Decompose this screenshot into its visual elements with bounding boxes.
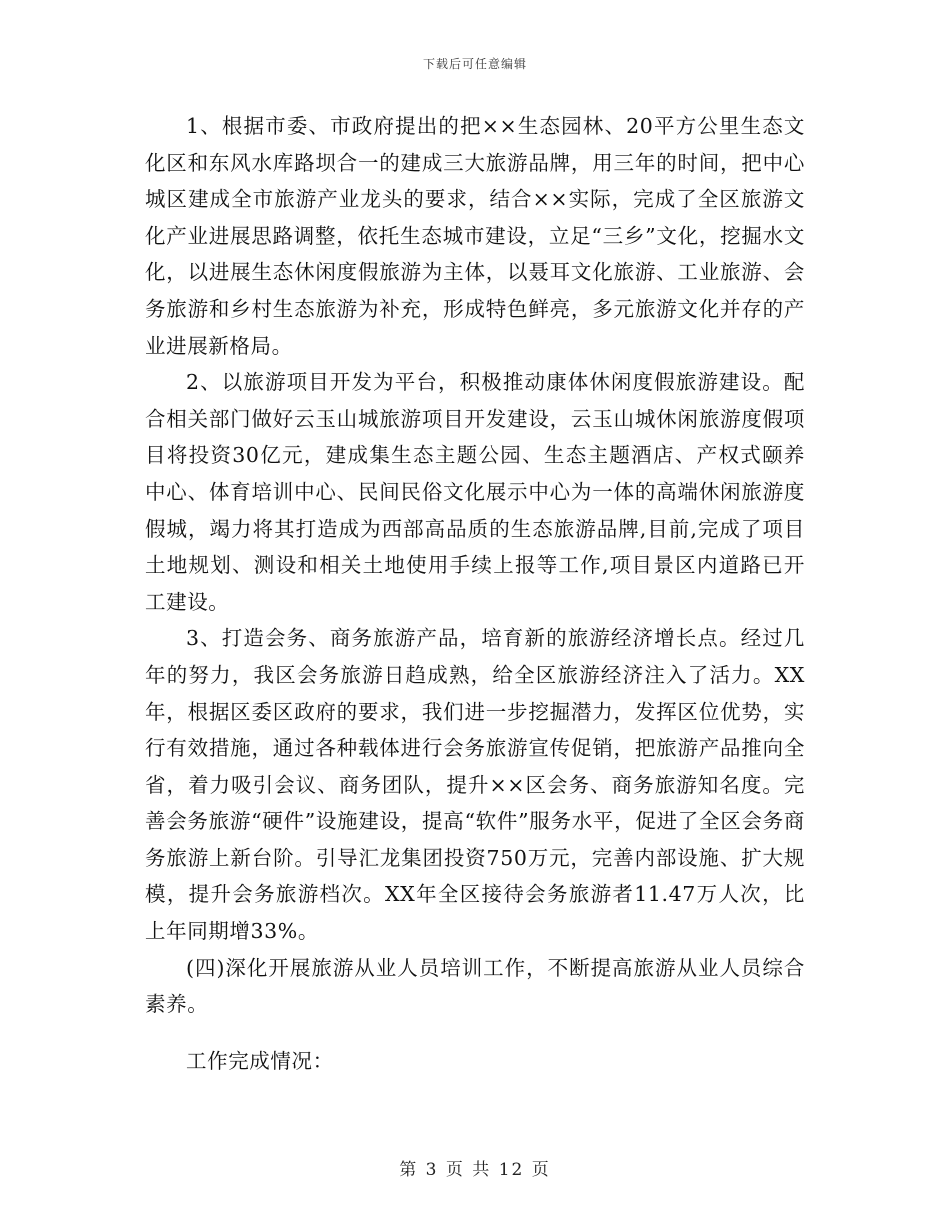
paragraph-item-1: 1、根据市委、市政府提出的把××生态园林、20平方公里生态文化区和东风水库路坝合一的建成三大旅游品牌，用三年的时间，把中心城区建成全市旅游产业龙头的要求，结合××实际，完成了全区旅游文化产业进展思路调整，依托生态城市建设，立足“三乡”文化，挖掘水文化，以进展生态休闲度假旅游为主体，以聂耳文化旅游、工业旅游、会务旅游和乡村生态旅游为补充，形成特色鲜亮，多元旅游文化并存的产业进展新格局。 <box>145 114 805 358</box>
page-number: 第 3 页 共 12 页 <box>399 1160 551 1180</box>
document-body <box>145 108 805 1079</box>
paragraph-item-3: 3、打造会务、商务旅游产品，培育新的旅游经济增长点。经过几年的努力，我区会务旅游日趋成熟，给全区旅游经济注入了活力。XX年，根据区委区政府的要求，我们进一步挖掘潜力，发挥区位优势，实行有效措施，通过各种载体进行会务旅游宣传促销，把旅游产品推向全省，着力吸引会议、商务团队，提升××区会务、商务旅游知名度。完善会务旅游“硬件”设施建设，提高“软件”服务水平，促进了全区会务商务旅游上新台阶。引导汇龙集团投资750万元，完善内部设施、扩大规模，提升会务旅游档次。XX年全区接待会务旅游者11.47万人次，比上年同期增33%。 <box>145 626 805 944</box>
section-heading-four: (四)深化开展旅游从业人员培训工作，不断提高旅游从业人员综合素养。 <box>145 955 805 1017</box>
work-status-heading: 工作完成情况： <box>186 1048 334 1073</box>
paragraph-item-2: 2、以旅游项目开发为平台，积极推动康体休闲度假旅游建设。配合相关部门做好云玉山城旅游项目开发建设，云玉山城休闲旅游度假项目将投资30亿元，建成集生态主题公园、生态主题酒店、产权式颐养中心、体育培训中心、民间民俗文化展示中心为一体的高端休闲旅游度假城，竭力将其打造成为西部高品质的生态旅游品牌,目前,完成了项目土地规划、测设和相关土地使用手续上报等工作,项目景区内道路已开工建设。 <box>145 370 805 614</box>
page-header-note: 下载后可任意编辑 <box>422 57 527 71</box>
